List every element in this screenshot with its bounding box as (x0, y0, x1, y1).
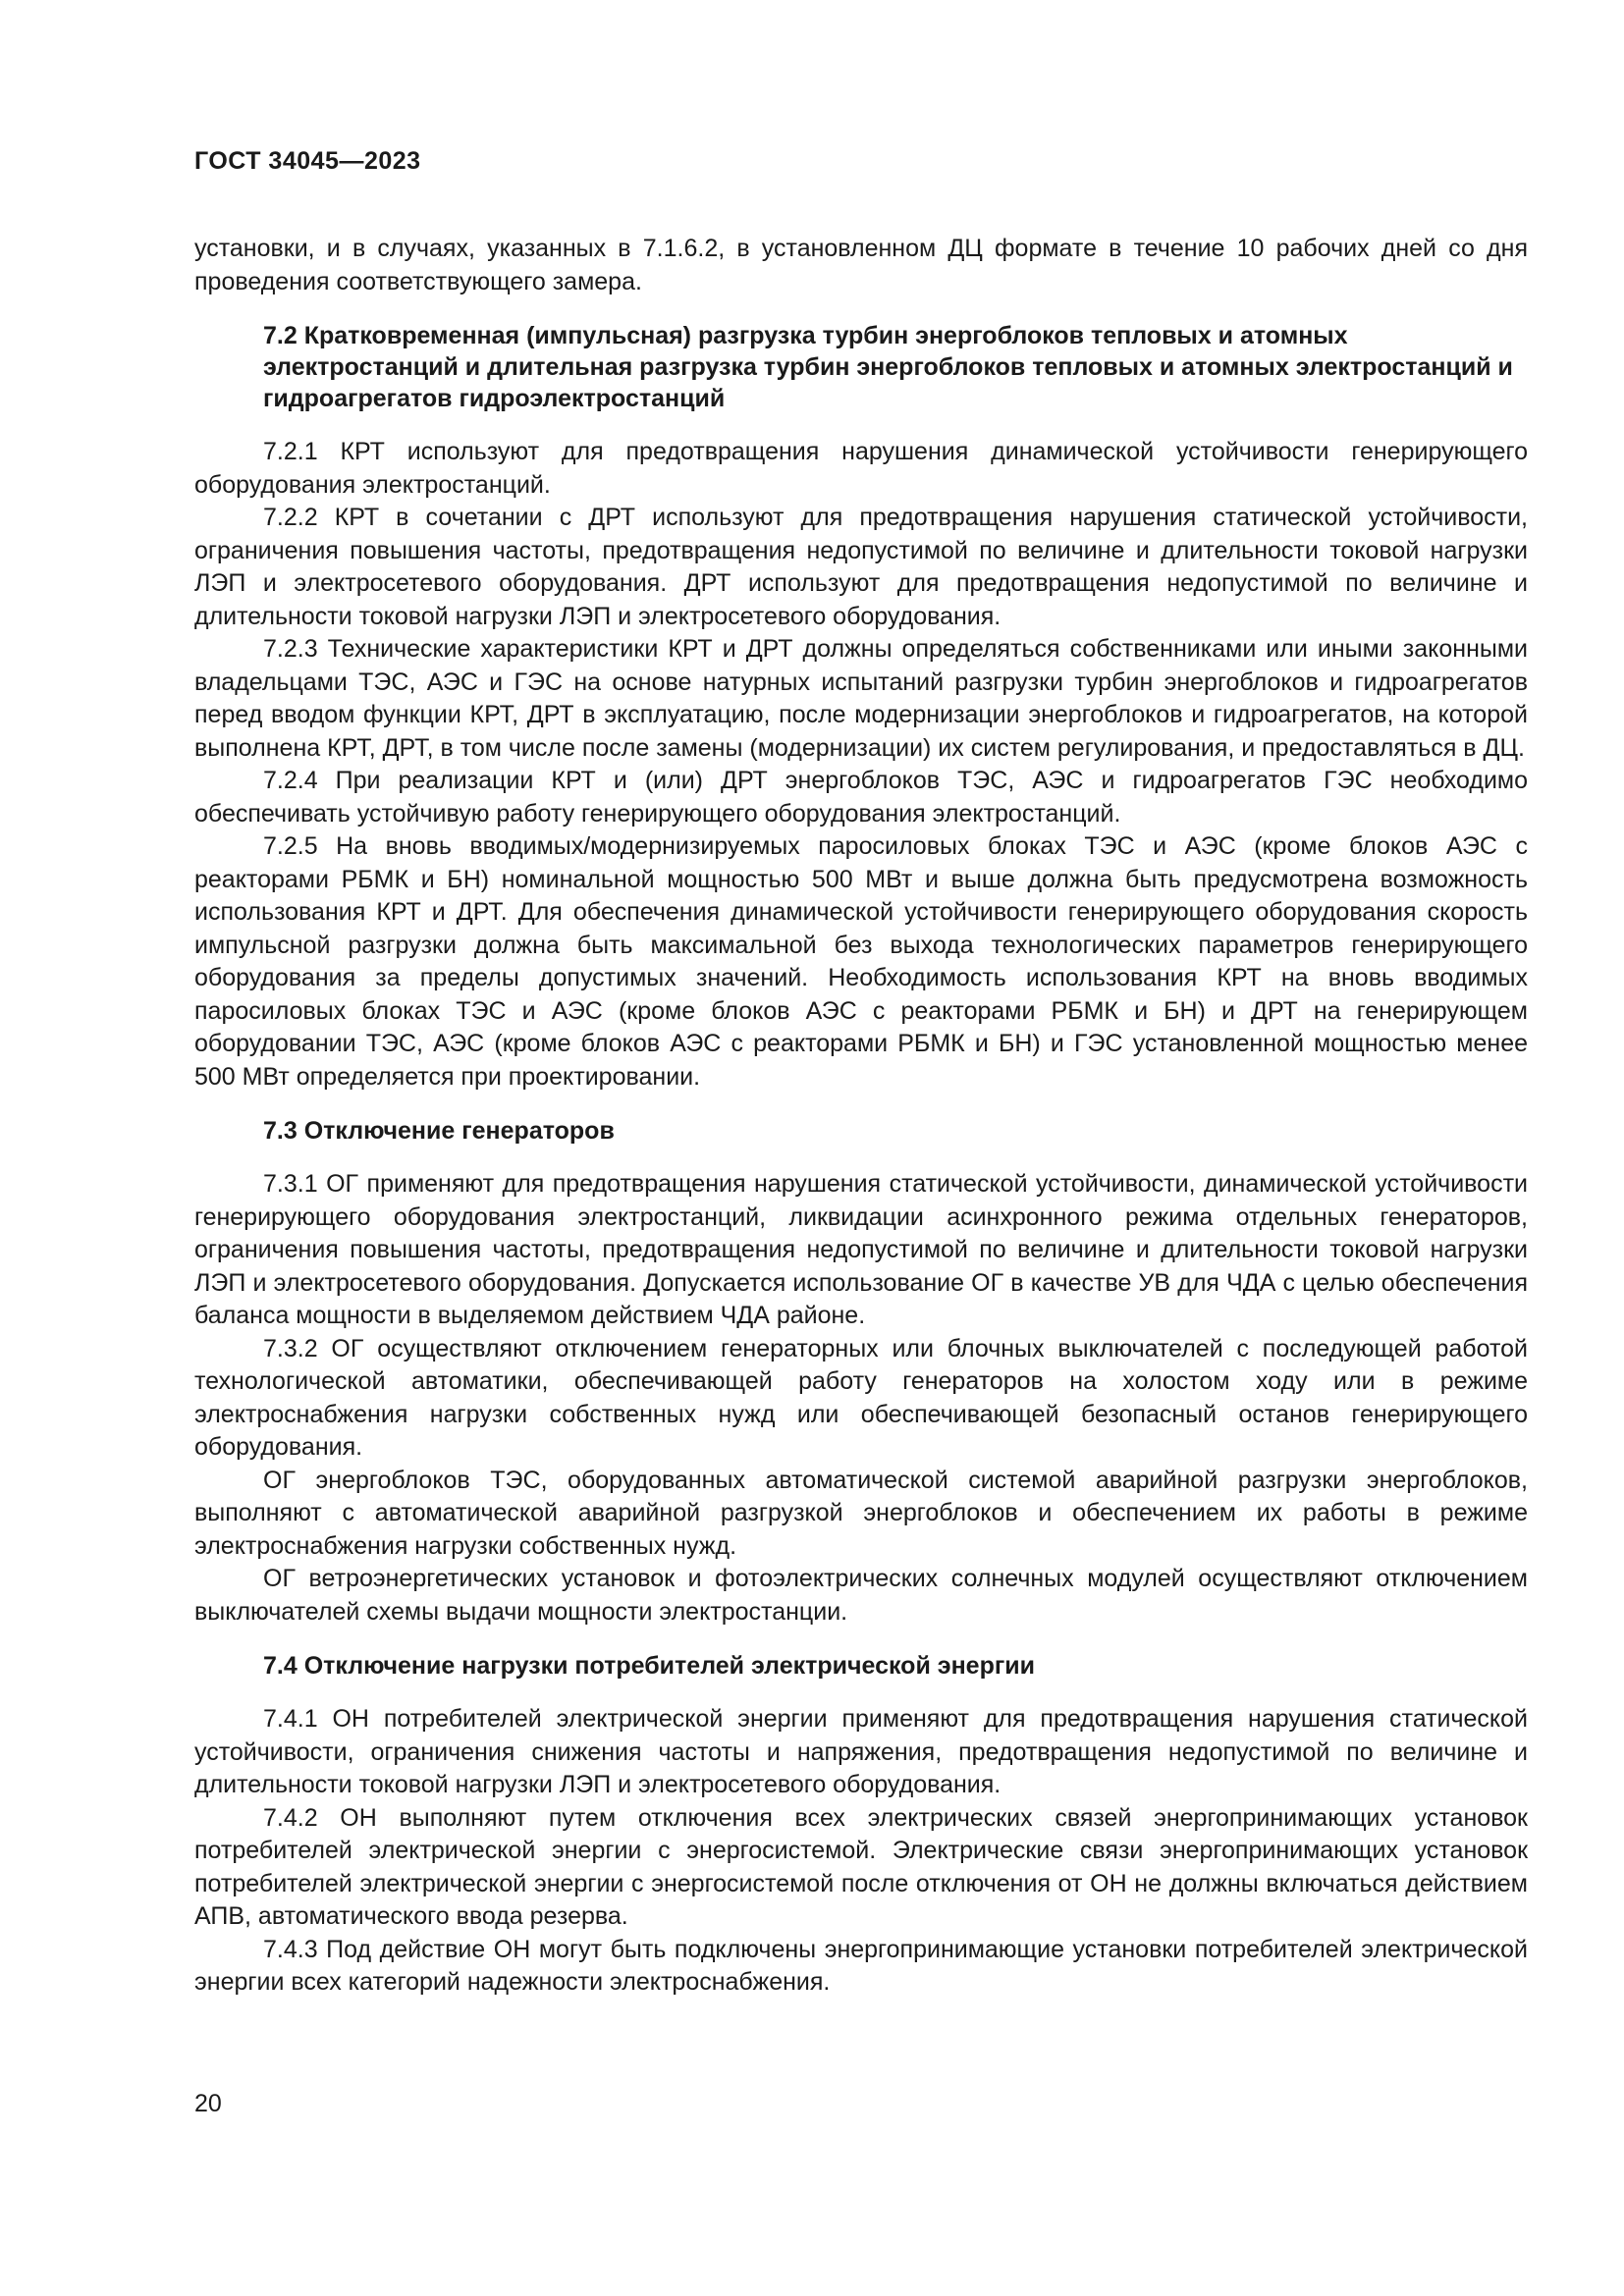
document-code-header: ГОСТ 34045—2023 (194, 147, 421, 175)
paragraph-7-2-1: 7.2.1 КРТ используют для предотвращения нарушения динамической устойчивости генерирующего оборудования электростанций. (194, 438, 1528, 499)
paragraph-7-3-2-cont-1: ОГ энергоблоков ТЭС, оборудованных автоматической системой аварийной разгрузки энергоблоков, выполняют с автоматической аварийной разгрузкой энергоблоков и обеспечением их работы в режиме электроснабжения нагрузки собственных нужд. (194, 1466, 1528, 1560)
paragraph-7-2-5: 7.2.5 На вновь вводимых/модернизируемых паросиловых блоках ТЭС и АЭС (кроме блоков АЭС с реакторами РБМК и БН) номинальной мощностью 500 МВт и выше должна быть предусмотрена возможность использования КРТ и ДРТ. Для обеспечения динамической устойчивости генерирующего оборудования скорость импульсной разгрузки должна быть максимальной без выхода технологических параметров генерирующего оборудования за пределы допустимых значений. Необходимость использования КРТ на вновь вводимых паросиловых блоках ТЭС и АЭС (кроме блоков АЭС с реакторами РБМК и БН) и ДРТ на генерирующем оборудовании ТЭС, АЭС (кроме блоков АЭС с реакторами РБМК и БН) и ГЭС установленной мощностью менее 500 МВт определяется при проектировании. (194, 832, 1528, 1091)
paragraph-7-2-2: 7.2.2 КРТ в сочетании с ДРТ используют для предотвращения нарушения статической устойчивости, ограничения повышения частоты, предотвращения недопустимой по величине и длительности токовой нагрузки ЛЭП и электросетевого оборудования. ДРТ используют для предотвращения недопустимой по величине и длительности токовой нагрузки ЛЭП и электросетевого оборудования. (194, 504, 1528, 630)
continuation-paragraph: установки, и в случаях, указанных в 7.1.6.2, в установленном ДЦ формате в течение 10 рабочих дней со дня проведения соответствующего замера. (194, 235, 1528, 295)
section-7-2-heading: 7.2 Кратковременная (импульсная) разгрузка турбин энергоблоков тепловых и атомных электростанций и длительная разгрузка турбин энергоблоков тепловых и атомных электростанций и гидроагрегатов гидроэлектростанций (263, 322, 1513, 412)
page-number: 20 (194, 2090, 222, 2117)
paragraph-7-4-1: 7.4.1 ОН потребителей электрической энергии применяют для предотвращения нарушения статической устойчивости, ограничения снижения частоты и напряжения, предотвращения недопустимой по величине и длительности токовой нагрузки ЛЭП и электросетевого оборудования. (194, 1705, 1528, 1798)
paragraph-7-4-3: 7.4.3 Под действие ОН могут быть подключены энергопринимающие установки потребителей электрической энергии всех категорий надежности электроснабжения. (194, 1935, 1528, 1996)
paragraph-7-4-2: 7.4.2 ОН выполняют путем отключения всех электрических связей энергопринимающих установок потребителей электрической энергии с энергосистемой. Электрические связи энергопринимающих установок потребителей электрической энергии с энергосистемой после отключения от ОН не должны включаться действием АПВ, автоматического ввода резерва. (194, 1803, 1528, 1930)
section-7-3-heading: 7.3 Отключение генераторов (263, 1117, 615, 1145)
document-page (194, 147, 1528, 2000)
paragraph-7-2-4: 7.2.4 При реализации КРТ и (или) ДРТ энергоблоков ТЭС, АЭС и гидроагрегатов ГЭС необходимо обеспечивать устойчивую работу генерирующего оборудования электростанций. (194, 767, 1528, 828)
paragraph-7-2-3: 7.2.3 Технические характеристики КРТ и ДРТ должны определяться собственниками или иными законными владельцами ТЭС, АЭС и ГЭС на основе натурных испытаний разгрузки турбин энергоблоков и гидроагрегатов перед вводом функции КРТ, ДРТ в эксплуатацию, после модернизации энергоблоков и гидроагрегатов, на которой выполнена КРТ, ДРТ, в том числе после замены (модернизации) их систем регулирования, и предоставляться в ДЦ. (194, 635, 1528, 762)
section-7-4-heading: 7.4 Отключение нагрузки потребителей электрической энергии (263, 1652, 1035, 1680)
paragraph-7-3-2-cont-2: ОГ ветроэнергетических установок и фотоэлектрических солнечных модулей осуществляют отключением выключателей схемы выдачи мощности электростанции. (194, 1565, 1528, 1626)
paragraph-7-3-2: 7.3.2 ОГ осуществляют отключением генераторных или блочных выключателей с последующей работой технологической автоматики, обеспечивающей работу генераторов на холостом ходу или в режиме электроснабжения нагрузки собственных нужд или обеспечивающей безопасный останов генерирующего оборудования. (194, 1334, 1528, 1461)
paragraph-7-3-1: 7.3.1 ОГ применяют для предотвращения нарушения статической устойчивости, динамической устойчивости генерирующего оборудования электростанций, ликвидации асинхронного режима отдельных генераторов, ограничения повышения частоты, предотвращения недопустимой по величине и длительности токовой нагрузки ЛЭП и электросетевого оборудования. Допускается использование ОГ в качестве УВ для ЧДА с целью обеспечения баланса мощности в выделяемом действием ЧДА районе. (194, 1170, 1528, 1329)
